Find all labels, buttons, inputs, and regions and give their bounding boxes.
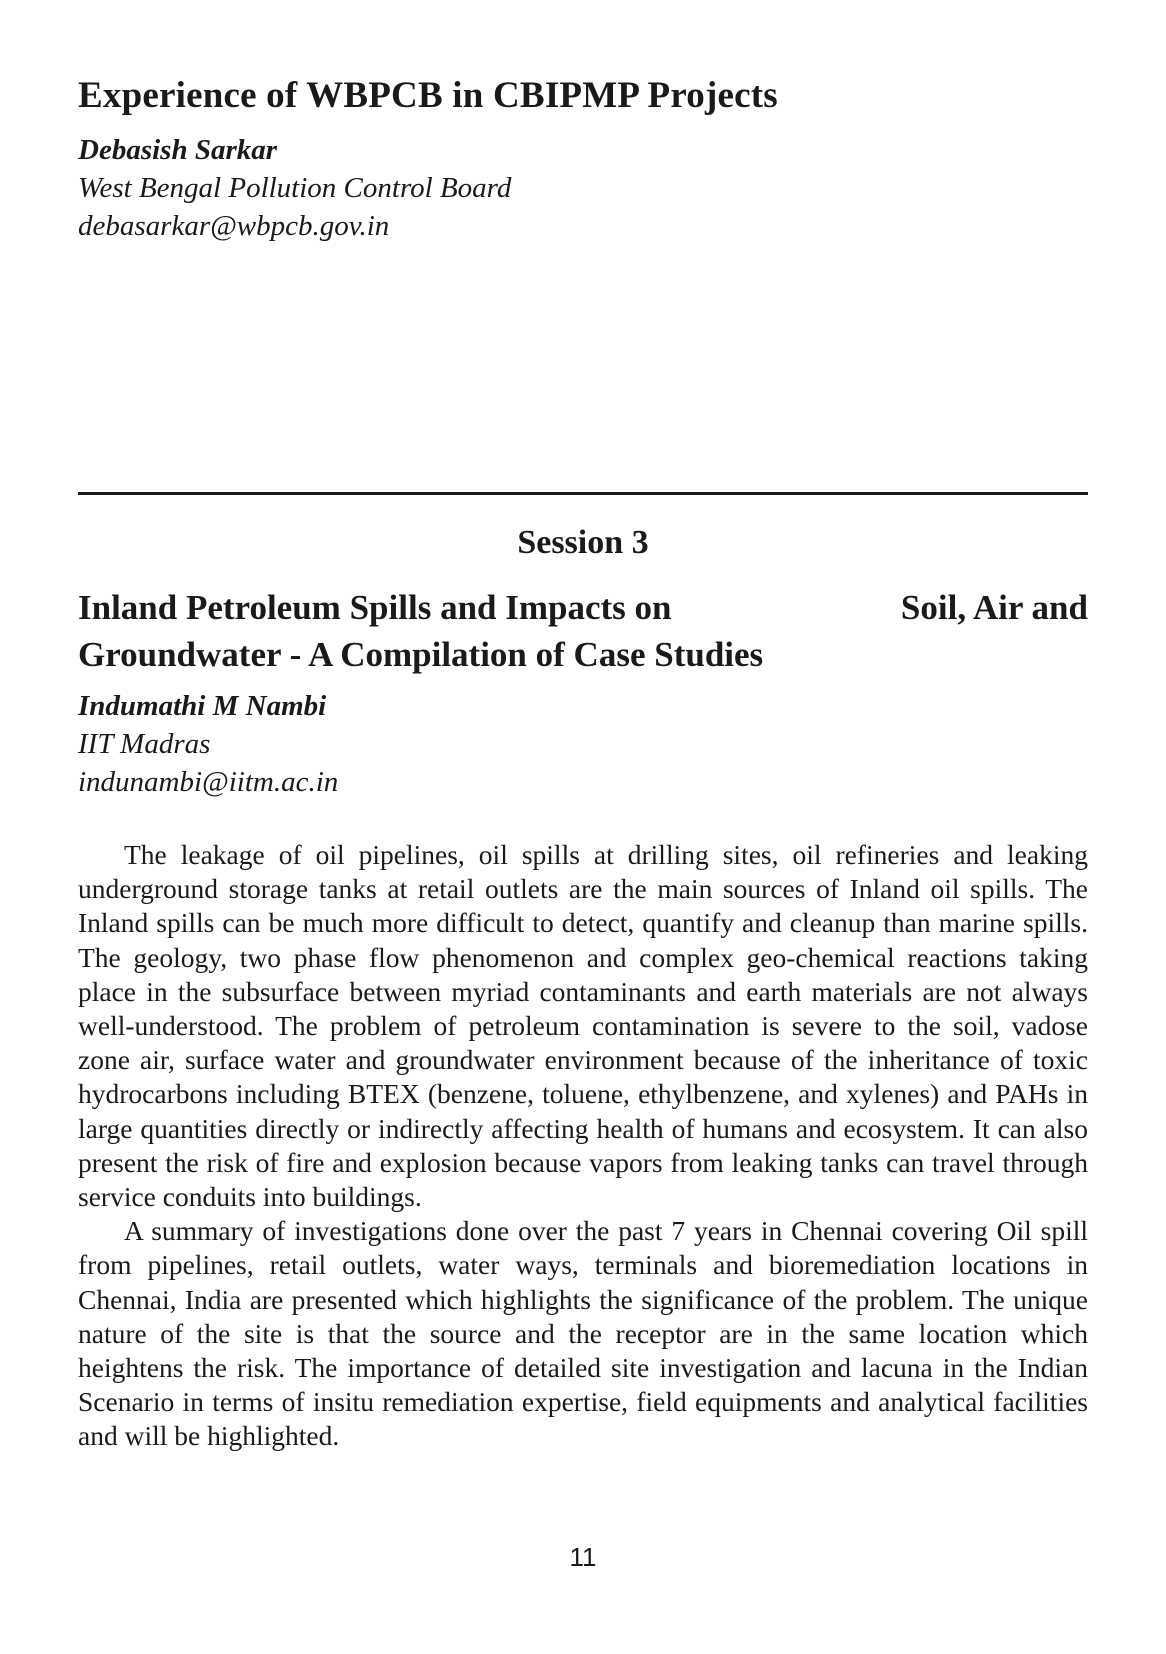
paper2-title-line1-right: Soil, Air and [900, 588, 1088, 627]
paper2-title-line1 [78, 584, 1088, 631]
paper2-affiliation: IIT Madras [78, 728, 211, 760]
section-divider [78, 492, 1088, 495]
paper2-title-line2: Groundwater - A Compilation of Case Studies [78, 635, 764, 674]
paper1-title: Experience of WBPCB in CBIPMP Projects [78, 75, 778, 116]
paper1-email: debasarkar@wbpcb.gov.in [78, 210, 390, 242]
abstract-body [78, 838, 1088, 1454]
paper2-title [78, 584, 1088, 678]
paper1-affiliation: West Bengal Pollution Control Board [78, 172, 512, 204]
paper1-author: Debasish Sarkar [78, 134, 278, 166]
paper2-title-line1-left: Inland Petroleum Spills and Impacts on [78, 588, 672, 627]
abstract-paragraph-1: The leakage of oil pipelines, oil spills at drilling sites, oil refineries and leaking underground storage tanks at retail outlets are the main sources of Inland oil spills. The Inland spills can be much more difficult to detect, quantify and cleanup than marine spills. The geology, two phase flow phenomenon and complex geo-chemical reactions taking place in the subsurface between myriad contaminants and earth materials are not always well-understood. The problem of petroleum contamination is severe to the soil, vadose zone air, surface water and groundwater environment because of the inheritance of toxic hydrocarbons including BTEX (benzene, toluene, ethylbenzene, and xylenes) and PAHs in large quantities directly or indirectly affecting health of humans and ecosystem. It can also present the risk of fire and explosion because vapors from leaking tanks can travel through service conduits into buildings. [78, 839, 1088, 1213]
abstract-paragraph-2: A summary of investigations done over the past 7 years in Chennai covering Oil spill from pipelines, retail outlets, water ways, terminals and bioremediation locations in Chennai, India are presented which highlights the significance of the problem. The unique nature of the site is that the source and the receptor are in the same location which heightens the risk. The importance of detailed site investigation and lacuna in the Indian Scenario in terms of insitu remediation expertise, field equipments and analytical facilities and will be highlighted. [78, 1215, 1088, 1452]
paper2-email: indunambi@iitm.ac.in [78, 766, 339, 798]
session-heading: Session 3 [517, 524, 649, 561]
page-number: 11 [569, 1542, 597, 1572]
paper2-author: Indumathi M Nambi [78, 690, 327, 722]
